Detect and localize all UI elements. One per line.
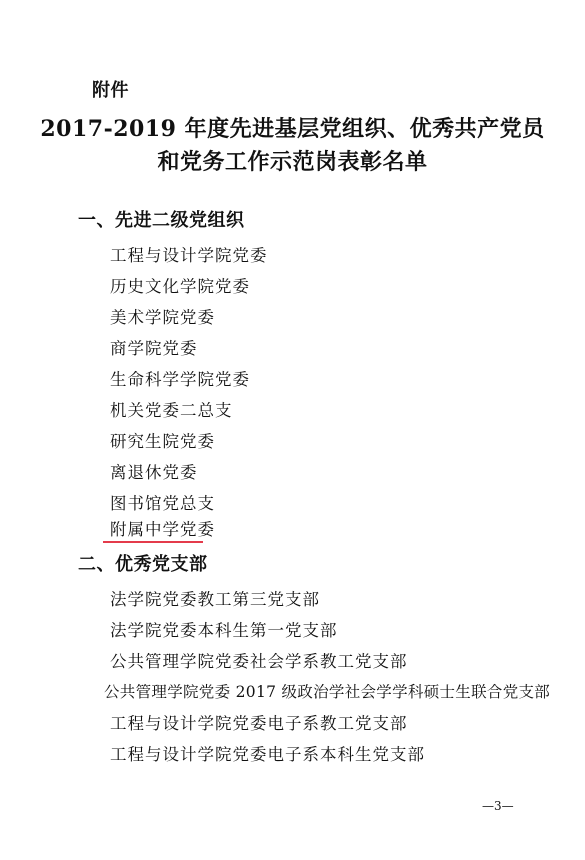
list-item: 法学院党委本科生第一党支部	[110, 621, 338, 640]
list-item: 工程与设计学院党委	[110, 246, 268, 265]
list-item: 图书馆党总支	[110, 494, 215, 513]
list-item: 公共管理学院党委 2017 级政治学社会学学科硕士生联合党支部	[104, 683, 551, 701]
list-item: 离退休党委	[110, 463, 198, 482]
list-item: 工程与设计学院党委电子系本科生党支部	[110, 745, 425, 764]
section-heading-excellent-branches: 二、优秀党支部	[78, 554, 208, 575]
red-underline-mark	[103, 541, 203, 543]
page-number: —3—	[482, 799, 514, 813]
list-item: 机关党委二总支	[110, 401, 233, 420]
section-heading-advanced-organizations: 一、先进二级党组织	[78, 210, 245, 231]
list-item: 美术学院党委	[110, 308, 215, 327]
list-item: 法学院党委教工第三党支部	[110, 590, 320, 609]
list-item-highlighted: 附属中学党委	[110, 520, 215, 539]
list-item: 工程与设计学院党委电子系教工党支部	[110, 714, 408, 733]
list-item: 商学院党委	[110, 339, 198, 358]
document-title-line-1: 2017-2019 年度先进基层党组织、优秀共产党员	[40, 116, 545, 142]
attachment-label: 附件	[92, 80, 129, 101]
list-item: 研究生院党委	[110, 432, 215, 451]
list-item: 生命科学学院党委	[110, 370, 250, 389]
list-item: 公共管理学院党委社会学系教工党支部	[110, 652, 408, 671]
document-title-line-2: 和党务工作示范岗表彰名单	[157, 149, 428, 175]
list-item: 历史文化学院党委	[110, 277, 250, 296]
